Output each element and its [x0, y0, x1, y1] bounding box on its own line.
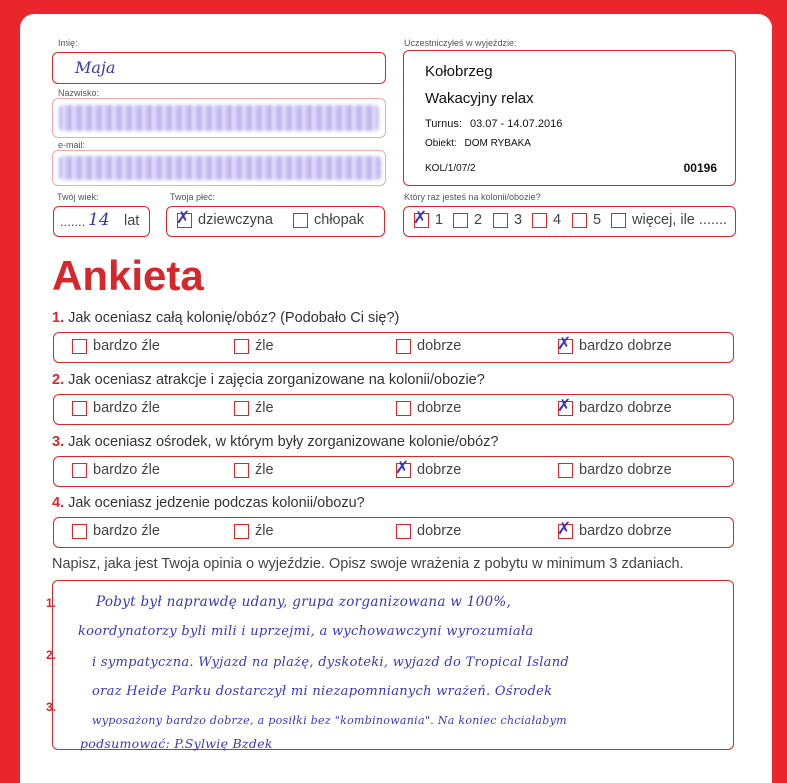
- trip-number: 00196: [683, 161, 717, 175]
- answer-option[interactable]: [234, 400, 274, 416]
- times-option-label: 4: [553, 212, 562, 228]
- times-option-label: 2: [474, 212, 483, 228]
- checkbox[interactable]: [396, 339, 411, 354]
- question-3-answers: [53, 456, 734, 487]
- survey-title: Ankieta: [52, 252, 204, 299]
- turnus-value: 03.07 - 14.07.2016: [469, 118, 563, 130]
- trip-program: Wakacyjny relax: [425, 90, 534, 107]
- question-number: 3.: [52, 434, 65, 450]
- times-option-label: 3: [514, 212, 523, 228]
- checkbox-checked[interactable]: [557, 395, 573, 416]
- gender-option-male[interactable]: [293, 212, 364, 228]
- opinion-line: podsumować: P.Sylwię Bzdek: [80, 736, 273, 751]
- checkbox[interactable]: [293, 213, 308, 228]
- age-unit: lat: [124, 213, 140, 229]
- check-mark-icon: ✗: [557, 395, 572, 416]
- surname-redacted: [59, 105, 379, 131]
- check-mark-icon: ✗: [557, 333, 572, 354]
- surname-label: Nazwisko:: [58, 88, 100, 98]
- opinion-prompt: Napisz, jaka jest Twoja opinia o wyjeździe. Opisz swoje wrażenia z pobytu w minimum 3 zdaniach.: [52, 556, 684, 572]
- answer-option-label: źle: [255, 462, 274, 478]
- answer-option-label: bardzo dobrze: [579, 400, 672, 416]
- question-label: Jak oceniasz ośrodek, w którym były zorganizowane kolonie/obóz?: [68, 434, 499, 450]
- checkbox[interactable]: [532, 213, 547, 228]
- age-value: 14: [88, 210, 110, 230]
- trip-label: Uczestniczyłeś w wyjeździe:: [404, 38, 517, 48]
- answer-option-label: bardzo źle: [93, 400, 160, 416]
- question-label: Jak oceniasz jedzenie podczas kolonii/obozu?: [68, 495, 365, 511]
- question-label: Jak oceniasz atrakcje i zajęcia zorganizowane na kolonii/obozie?: [68, 372, 485, 388]
- gender-label: Twoja płeć:: [170, 192, 216, 202]
- answer-option-label: dobrze: [417, 400, 462, 416]
- question-number: 4.: [52, 495, 65, 511]
- answer-option[interactable]: [396, 523, 461, 539]
- answer-option[interactable]: [396, 400, 461, 416]
- opinion-line: i sympatyczna. Wyjazd na plażę, dyskoteki, wyjazd do Tropical Island: [92, 655, 570, 670]
- opinion-line: Pobyt był naprawdę udany, grupa zorganizowana w 100%,: [96, 594, 512, 610]
- question-number: 1.: [52, 310, 65, 326]
- checkbox[interactable]: [611, 213, 626, 228]
- answer-option-label: źle: [255, 338, 274, 354]
- checkbox-checked[interactable]: [557, 333, 573, 354]
- answer-option[interactable]: [557, 333, 672, 354]
- answer-option-label: źle: [255, 523, 274, 539]
- turnus-label: Turnus:: [425, 118, 462, 130]
- name-label: Imię:: [58, 38, 78, 48]
- question-4-answers: [53, 517, 734, 548]
- answer-option-label: dobrze: [417, 462, 462, 478]
- question-number: 2.: [52, 372, 65, 388]
- trip-obiekt: [425, 138, 531, 149]
- answer-option[interactable]: [72, 400, 160, 416]
- checkbox-checked[interactable]: [557, 518, 573, 539]
- check-mark-icon: ✗: [395, 457, 410, 478]
- times-field: [403, 206, 736, 237]
- trip-turnus: [425, 118, 562, 130]
- times-option-5[interactable]: [572, 212, 601, 228]
- trip-city: Kołobrzeg: [425, 63, 493, 80]
- opinion-line-number: 2.: [46, 648, 57, 662]
- answer-option-label: bardzo dobrze: [579, 523, 672, 539]
- surname-field[interactable]: [52, 98, 386, 138]
- checkbox[interactable]: [558, 463, 573, 478]
- email-field[interactable]: [52, 150, 386, 186]
- answer-option-label: bardzo dobrze: [579, 462, 672, 478]
- times-option-1[interactable]: [413, 207, 444, 228]
- checkbox[interactable]: [572, 213, 587, 228]
- answer-option-label: dobrze: [417, 338, 462, 354]
- answer-option-label: bardzo źle: [93, 462, 160, 478]
- checkbox[interactable]: [72, 339, 87, 354]
- checkbox[interactable]: [72, 401, 87, 416]
- answer-option[interactable]: [234, 462, 274, 478]
- question-1-answers: [53, 332, 734, 363]
- opinion-line: oraz Heide Parku dostarczył mi niezapomnianych wrażeń. Ośrodek: [92, 684, 553, 699]
- age-label: Twój wiek:: [57, 192, 99, 202]
- question-text: [52, 310, 399, 326]
- answer-option-label: bardzo źle: [93, 523, 160, 539]
- answer-option[interactable]: [72, 523, 160, 539]
- trip-info-box: [403, 50, 736, 186]
- question-2-answers: [53, 394, 734, 425]
- gender-option-label: chłopak: [314, 212, 364, 228]
- answer-option[interactable]: [234, 338, 274, 354]
- answer-option[interactable]: [234, 523, 274, 539]
- checkbox[interactable]: [234, 339, 249, 354]
- answer-option[interactable]: [395, 457, 462, 478]
- times-option-more[interactable]: [611, 212, 727, 228]
- gender-option-female[interactable]: [176, 207, 273, 228]
- checkbox[interactable]: [234, 524, 249, 539]
- checkbox[interactable]: [72, 524, 87, 539]
- answer-option-label: bardzo źle: [93, 338, 160, 354]
- gender-field: [166, 206, 385, 237]
- obiekt-value: DOM RYBAKA: [464, 138, 531, 149]
- answer-option-label: źle: [255, 400, 274, 416]
- checkbox[interactable]: [396, 524, 411, 539]
- checkbox-checked[interactable]: [395, 457, 411, 478]
- opinion-line-number: 1.: [46, 596, 57, 610]
- trip-code: KOL/1/07/2: [425, 163, 476, 174]
- checkbox-checked[interactable]: ✗: [176, 207, 191, 228]
- check-mark-icon: ✗: [557, 518, 572, 539]
- gender-option-label: dziewczyna: [198, 212, 273, 228]
- name-value: Maja: [75, 58, 116, 77]
- checkbox[interactable]: [493, 213, 508, 228]
- checkbox[interactable]: [234, 401, 249, 416]
- age-dots: .......: [60, 214, 86, 229]
- answer-option[interactable]: [557, 518, 672, 539]
- checkbox-checked[interactable]: ✗: [413, 207, 428, 228]
- opinion-line-number: 3.: [46, 700, 57, 714]
- answer-option[interactable]: [72, 338, 160, 354]
- opinion-line: koordynatorzy byli mili i uprzejmi, a wychowawczyni wyrozumiała: [78, 624, 534, 639]
- times-option-2[interactable]: [453, 212, 482, 228]
- question-text: [52, 372, 485, 388]
- opinion-line: wyposażony bardzo dobrze, a posiłki bez "kombinowania". Na koniec chciałabym: [92, 714, 567, 727]
- question-text: [52, 434, 498, 450]
- answer-option[interactable]: [72, 462, 160, 478]
- age-field[interactable]: [53, 206, 150, 237]
- email-label: e-mail:: [58, 140, 86, 150]
- checkbox[interactable]: [396, 401, 411, 416]
- answer-option[interactable]: [558, 462, 672, 478]
- times-option-label: 1: [435, 212, 444, 228]
- name-field[interactable]: [52, 52, 386, 84]
- times-more-label: więcej, ile .......: [632, 212, 728, 228]
- answer-option[interactable]: [557, 395, 672, 416]
- question-text: [52, 495, 365, 511]
- email-redacted: [59, 156, 381, 180]
- answer-option-label: bardzo dobrze: [579, 338, 672, 354]
- answer-option-label: dobrze: [417, 523, 462, 539]
- question-label: Jak oceniasz całą kolonię/obóz? (Podobało Ci się?): [68, 310, 400, 326]
- checkbox[interactable]: [234, 463, 249, 478]
- times-option-label: 5: [593, 212, 602, 228]
- answer-option[interactable]: [396, 338, 461, 354]
- times-option-3[interactable]: [493, 212, 522, 228]
- checkbox[interactable]: [72, 463, 87, 478]
- times-label: Który raz jesteś na kolonii/obozie?: [404, 192, 541, 202]
- checkbox[interactable]: [453, 213, 468, 228]
- times-option-4[interactable]: [532, 212, 561, 228]
- obiekt-label: Obiekt:: [425, 138, 457, 149]
